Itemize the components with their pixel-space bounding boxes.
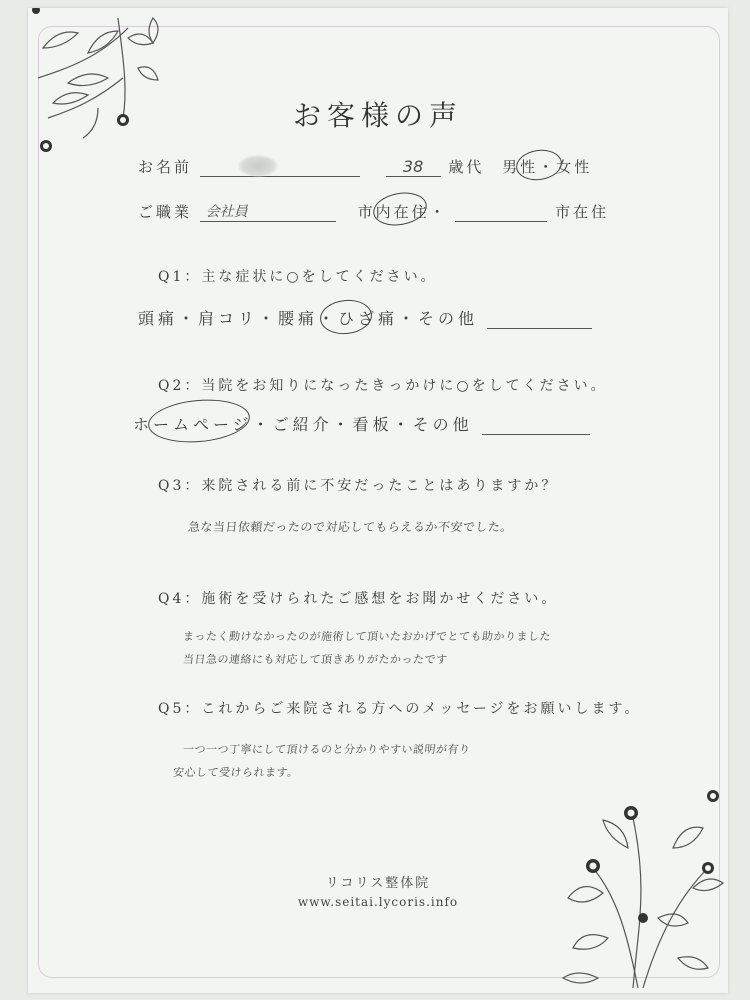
floral-decoration-top-left [28, 8, 178, 178]
q4-answer-line-1: まったく動けなかったのが施術して頂いたおかげでとても助かりました [182, 630, 552, 643]
residence-local: 市内在住・ [357, 203, 448, 221]
q1-label: Q1：主な症状に○をしてください。 [158, 269, 438, 285]
q5-label: Q5：これからご来院される方へのメッセージをお願いします。 [158, 701, 642, 717]
city-field [455, 203, 547, 222]
age-suffix: 歳代 [448, 158, 485, 176]
q2-label: Q2：当院をお知りになったきっかけに○をしてください。 [158, 378, 608, 394]
gender-male: 男性 [502, 158, 539, 176]
q1-option-list: 頭痛・肩コリ・腰痛・ひざ痛・その他 [138, 309, 479, 328]
q4-answer-line-2: 当日急の連絡にも対応して頂きありがたかったです [182, 653, 449, 666]
q5-answer-line-2: 安心して受けられます。 [172, 766, 300, 779]
age-field: 38 [386, 157, 441, 177]
q3-answer-line-1: 急な当日依頼だったので対応してもらえるか不安でした。 [187, 520, 514, 534]
gender-separator: ・ [538, 158, 557, 176]
q5-answer-line-1: 一つ一つ丁寧にして頂けるのと分かりやすい説明が有り [182, 743, 472, 756]
q3-label: Q3：来院される前に不安だったことはありますか？ [158, 478, 559, 494]
name-field [200, 158, 360, 177]
q2-option-list: ホームページ・ご紹介・看板・その他 [133, 415, 473, 434]
job-field: 会社員 [200, 201, 336, 222]
redacted-name [238, 155, 278, 177]
questionnaire-sheet [28, 8, 728, 993]
q4-label: Q4：施術を受けられたご感想をお聞かせください。 [158, 591, 559, 607]
name-label: お名前 [138, 158, 193, 176]
job-label: ご職業 [138, 203, 193, 221]
q1-other-field [487, 310, 592, 329]
page-title: お客様の声 [292, 99, 463, 132]
clinic-name: リコリス整体院 [325, 876, 431, 891]
q2-other-field [482, 416, 590, 435]
residence-other: 市在住 [555, 203, 610, 221]
gender-female: 女性 [556, 158, 593, 176]
clinic-url: www.seitai.lycoris.info [297, 895, 459, 909]
